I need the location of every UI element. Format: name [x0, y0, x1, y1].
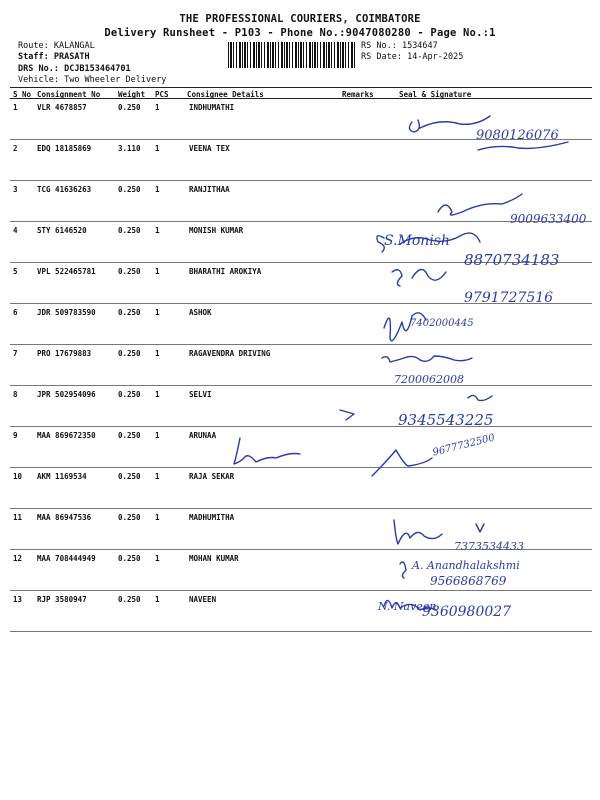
row-divider: [10, 590, 592, 591]
cell-sno: 8: [13, 390, 18, 399]
cell-sno: 6: [13, 308, 18, 317]
table-top-rule: [10, 87, 592, 88]
handwritten-phone-5: 8870734183: [464, 251, 560, 269]
row-divider: [10, 385, 592, 386]
cell-consignee: SELVI: [189, 390, 212, 399]
cell-sno: 9: [13, 431, 18, 440]
cell-pcs: 1: [155, 349, 160, 358]
handwritten-phone-7: 7200062008: [394, 373, 464, 386]
cell-weight: 0.250: [118, 390, 141, 399]
cell-sno: 5: [13, 267, 18, 276]
cell-pcs: 1: [155, 308, 160, 317]
cell-consignee: RANJITHAA: [189, 185, 230, 194]
cell-pcs: 1: [155, 185, 160, 194]
cell-consignment: STY 6146520: [37, 226, 87, 235]
row-divider: [10, 426, 592, 427]
handwritten-phone-1: 9080126076: [476, 128, 559, 143]
cell-consignment: JPR 502954096: [37, 390, 96, 399]
route-row: [18, 41, 95, 51]
rs-no-value: 1534647: [401, 41, 438, 51]
header-bottom-rule: [10, 98, 592, 99]
cell-weight: 0.250: [118, 349, 141, 358]
drs-row: [18, 64, 131, 74]
cell-weight: 0.250: [118, 267, 141, 276]
cell-consignment: JDR 509783590: [37, 308, 96, 317]
cell-pcs: 1: [155, 267, 160, 276]
handwritten-phone-11: 7373534433: [454, 540, 524, 553]
cell-sno: 1: [13, 103, 18, 112]
rs-date-label: RS Date:: [361, 52, 402, 62]
cell-consignee: MONISH KUMAR: [189, 226, 244, 235]
cell-sno: 13: [13, 595, 23, 604]
rs-no-label: RS No.:: [361, 41, 397, 51]
handwritten-phone-6: 9791727516: [464, 290, 554, 306]
cell-consignment: PRO 17679883: [37, 349, 92, 358]
cell-consignee: ARUNAA: [189, 431, 217, 440]
cell-consignee: ASHOK: [189, 308, 212, 317]
col-signature: Seal & Signature: [399, 90, 472, 99]
cell-consignment: VLR 4678857: [37, 103, 87, 112]
row-divider: [10, 631, 592, 632]
row-divider: [10, 344, 592, 345]
vehicle-label: Vehicle:: [18, 75, 59, 85]
cell-consignee: RAJA SEKAR: [189, 472, 235, 481]
cell-consignment: MAA 708444949: [37, 554, 96, 563]
cell-sno: 11: [13, 513, 23, 522]
barcode: [228, 42, 356, 68]
cell-weight: 0.250: [118, 513, 141, 522]
cell-pcs: 1: [155, 472, 160, 481]
handwritten-phone-9b: 9677732500: [431, 432, 497, 459]
handwritten-phone-12: 9566868769: [430, 574, 507, 588]
row-divider: [10, 180, 592, 181]
rs-date-row: [361, 52, 463, 62]
cell-consignee: VEENA TEX: [189, 144, 230, 153]
signature-9b: [372, 450, 432, 476]
route-value: KALANGAL: [53, 41, 95, 51]
cell-consignee: BHARATHI AROKIYA: [189, 267, 262, 276]
rs-no-row: [361, 41, 438, 51]
route-label: Route:: [18, 41, 49, 51]
signature-5: [392, 269, 446, 286]
cell-sno: 7: [13, 349, 18, 358]
row-divider: [10, 221, 592, 222]
staff-label: Staff:: [18, 52, 49, 62]
cell-sno: 2: [13, 144, 18, 153]
cell-consignment: AKM 1169534: [37, 472, 87, 481]
handwritten-name-12: A. Anandhalakshmi: [412, 559, 520, 572]
cell-consignment: EDQ 18185869: [37, 144, 92, 153]
cell-consignee: INDHUMATHI: [189, 103, 235, 112]
cell-weight: 0.250: [118, 185, 141, 194]
signature-7: [382, 356, 472, 362]
handwritten-phone-13: 9360980027: [422, 604, 512, 620]
cell-weight: 0.250: [118, 431, 141, 440]
cell-pcs: 1: [155, 595, 160, 604]
cell-sno: 4: [13, 226, 18, 235]
cell-pcs: 1: [155, 390, 160, 399]
handwritten-phone-3: 9009633400: [510, 212, 587, 226]
cell-pcs: 1: [155, 226, 160, 235]
cell-weight: 0.250: [118, 103, 141, 112]
col-consignee: Consignee Details: [187, 90, 264, 99]
col-pcs: PCS: [155, 90, 169, 99]
cell-weight: 0.250: [118, 554, 141, 563]
cell-sno: 3: [13, 185, 18, 194]
cell-pcs: 1: [155, 513, 160, 522]
vehicle-value: Two Wheeler Delivery: [64, 75, 167, 85]
cell-consignment: RJP 3580947: [37, 595, 87, 604]
drs-value: DCJB153464701: [64, 64, 131, 74]
cell-consignee: NAVEEN: [189, 595, 217, 604]
cell-consignment: MAA 86947536: [37, 513, 92, 522]
cell-consignee: RAGAVENDRA DRIVING: [189, 349, 271, 358]
cell-consignment: MAA 869672350: [37, 431, 96, 440]
col-remarks: Remarks: [342, 90, 374, 99]
cell-consignment: VPL 522465781: [37, 267, 96, 276]
cell-sno: 12: [13, 554, 23, 563]
cell-pcs: 1: [155, 431, 160, 440]
row-divider: [10, 508, 592, 509]
vehicle-row: [18, 75, 166, 85]
staff-row: [18, 52, 90, 62]
handwritten-name-13: N. Naveen: [378, 600, 437, 613]
runsheet-title: Delivery Runsheet - P103 - Phone No.:9047080280 - Page No.:1: [104, 27, 496, 39]
col-consignment: Consignment No: [37, 90, 101, 99]
company-name: THE PROFESSIONAL COURIERS, COIMBATORE: [179, 13, 421, 25]
cell-weight: 3.110: [118, 144, 141, 153]
col-sno: S No: [13, 90, 32, 99]
handwritten-name-4: S.Monish: [384, 233, 451, 249]
rs-date-value: 14-Apr-2025: [407, 52, 464, 62]
signature-12: [400, 562, 406, 578]
staff-value: PRASATH: [53, 52, 90, 62]
handwritten-phone-6b: 7402000445: [410, 318, 474, 329]
cell-consignee: MOHAN KUMAR: [189, 554, 239, 563]
col-weight: Weight: [118, 90, 146, 99]
cell-weight: 0.250: [118, 226, 141, 235]
cell-pcs: 1: [155, 103, 160, 112]
cell-weight: 0.250: [118, 595, 141, 604]
cell-pcs: 1: [155, 554, 160, 563]
cell-weight: 0.250: [118, 308, 141, 317]
row-divider: [10, 467, 592, 468]
cell-consignment: TCG 41636263: [37, 185, 92, 194]
cell-sno: 10: [13, 472, 23, 481]
drs-label: DRS No.:: [18, 64, 59, 74]
cell-consignee: MADHUMITHA: [189, 513, 235, 522]
handwritten-phone-8: 9345543225: [398, 411, 494, 429]
cell-weight: 0.250: [118, 472, 141, 481]
cell-pcs: 1: [155, 144, 160, 153]
signature-9a: [234, 438, 300, 464]
